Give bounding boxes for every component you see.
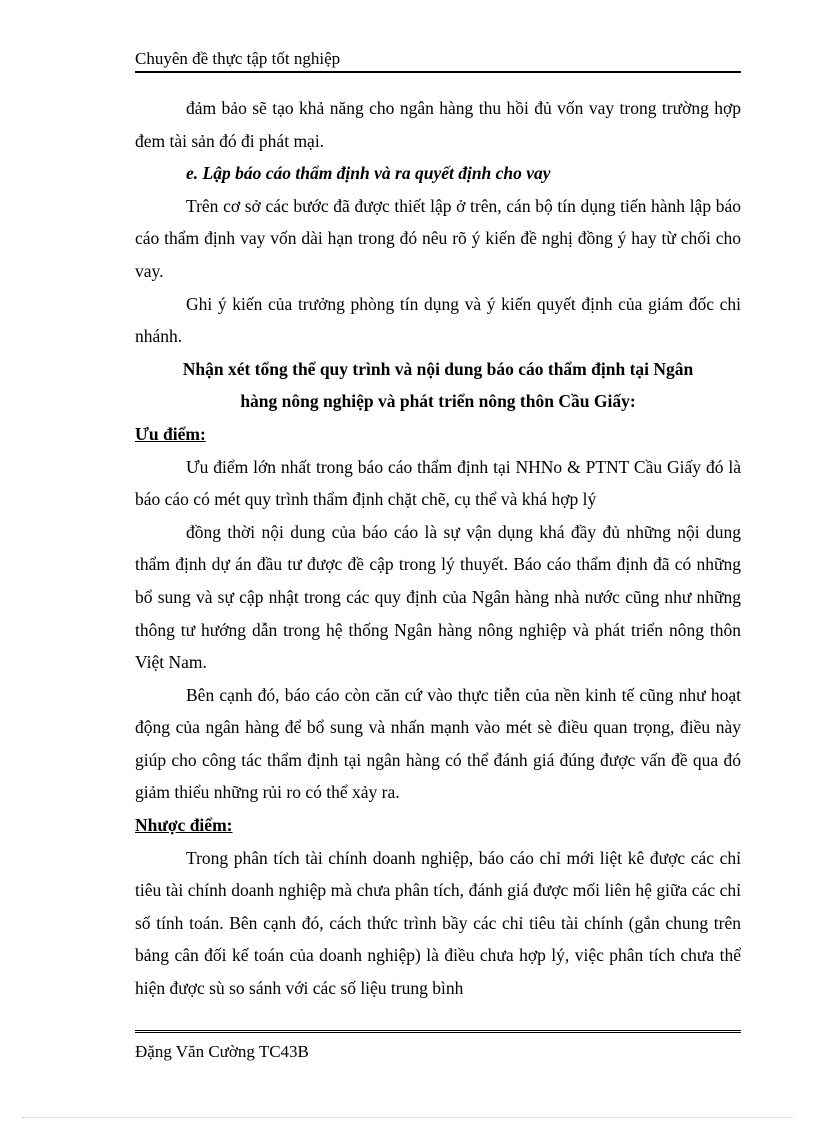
paragraph: Bên cạnh đó, báo cáo còn căn cứ vào thực tiễn của nền kinh tế cũng như hoạt động của ngân hàng để bổ sung và nhấn mạnh vào mét sè điều quan trọng, điều này giúp cho công tác thẩm định tại ngân hàng có thể đánh giá đúng được vấn đề qua đó giảm thiểu những rủi ro có thể xảy ra. (135, 684, 741, 803)
paragraph: Trên cơ sở các bước đã được thiết lập ở trên, cán bộ tín dụng tiến hành lập báo cáo thẩm định vay vốn dài hạn trong đó nêu rõ ý kiến đề nghị đồng ý hay từ chối cho vay. (135, 195, 741, 281)
paragraph: đảm bảo sẽ tạo khả năng cho ngân hàng thu hồi đủ vốn vay trong trường hợp đem tài sản đó đi phát mại. (135, 98, 741, 151)
subheading: e. Lập báo cáo thẩm định và ra quyết định cho vay (186, 163, 551, 184)
paragraph: đồng thời nội dung của báo cáo là sự vận dụng khá đầy đủ những nội dung thẩm định dự án đầu tư được đề cập trong lý thuyết. Báo cáo thẩm định đã có những bổ sung và sự cập nhật trong các quy định của Ngân hàng nhà nước cũng như những thông tư hướng dẫn trong hệ thống Ngân hàng nông nghiệp và phát triển nông thôn Việt Nam. (135, 521, 741, 673)
disadvantages-label: Nhược điểm: (135, 815, 233, 836)
page-edge-divider (22, 1117, 794, 1118)
paragraph: Ưu điểm lớn nhất trong báo cáo thẩm định tại NHNo & PTNT Cầu Giấy đó là báo cáo có mét quy trình thẩm định chặt chẽ, cụ thể và khá hợp lý (135, 456, 741, 510)
advantages-label-row (135, 418, 741, 451)
paragraph: Ghi ý kiến của trưởng phòng tín dụng và ý kiến quyết định của giám đốc chi nhánh. (135, 293, 741, 347)
page-content (135, 92, 741, 1005)
page-footer (135, 1041, 309, 1063)
footer-divider (135, 1030, 741, 1033)
paragraph: Trong phân tích tài chính doanh nghiệp, báo cáo chỉ mới liệt kê được các chỉ tiêu tài chính doanh nghiệp mà chưa phân tích, đánh giá được mối liên hệ giữa các chỉ số tính toán. Bên cạnh đó, cách thức trình bầy các chỉ tiêu tài chính (gắn chung trên bảng cân đối kế toán của doanh nghiệp) là điều chưa hợp lý, việc phân tích chưa thể hiện được sù so sánh với các số liệu trung bình (135, 847, 741, 999)
advantages-label: Ưu điểm: (135, 423, 206, 444)
footer-author: Đặng Văn Cường TC43B (135, 1042, 309, 1061)
section-heading-line-2: hàng nông nghiệp và phát triển nông thôn Cầu Giấy: (240, 391, 636, 412)
section-heading-line-1: Nhận xét tổng thể quy trình và nội dung báo cáo thẩm định tại Ngân (182, 358, 694, 379)
page-header (135, 48, 741, 73)
header-title: Chuyên đề thực tập tốt nghiệp (135, 49, 341, 68)
disadvantages-label-row (135, 809, 741, 842)
